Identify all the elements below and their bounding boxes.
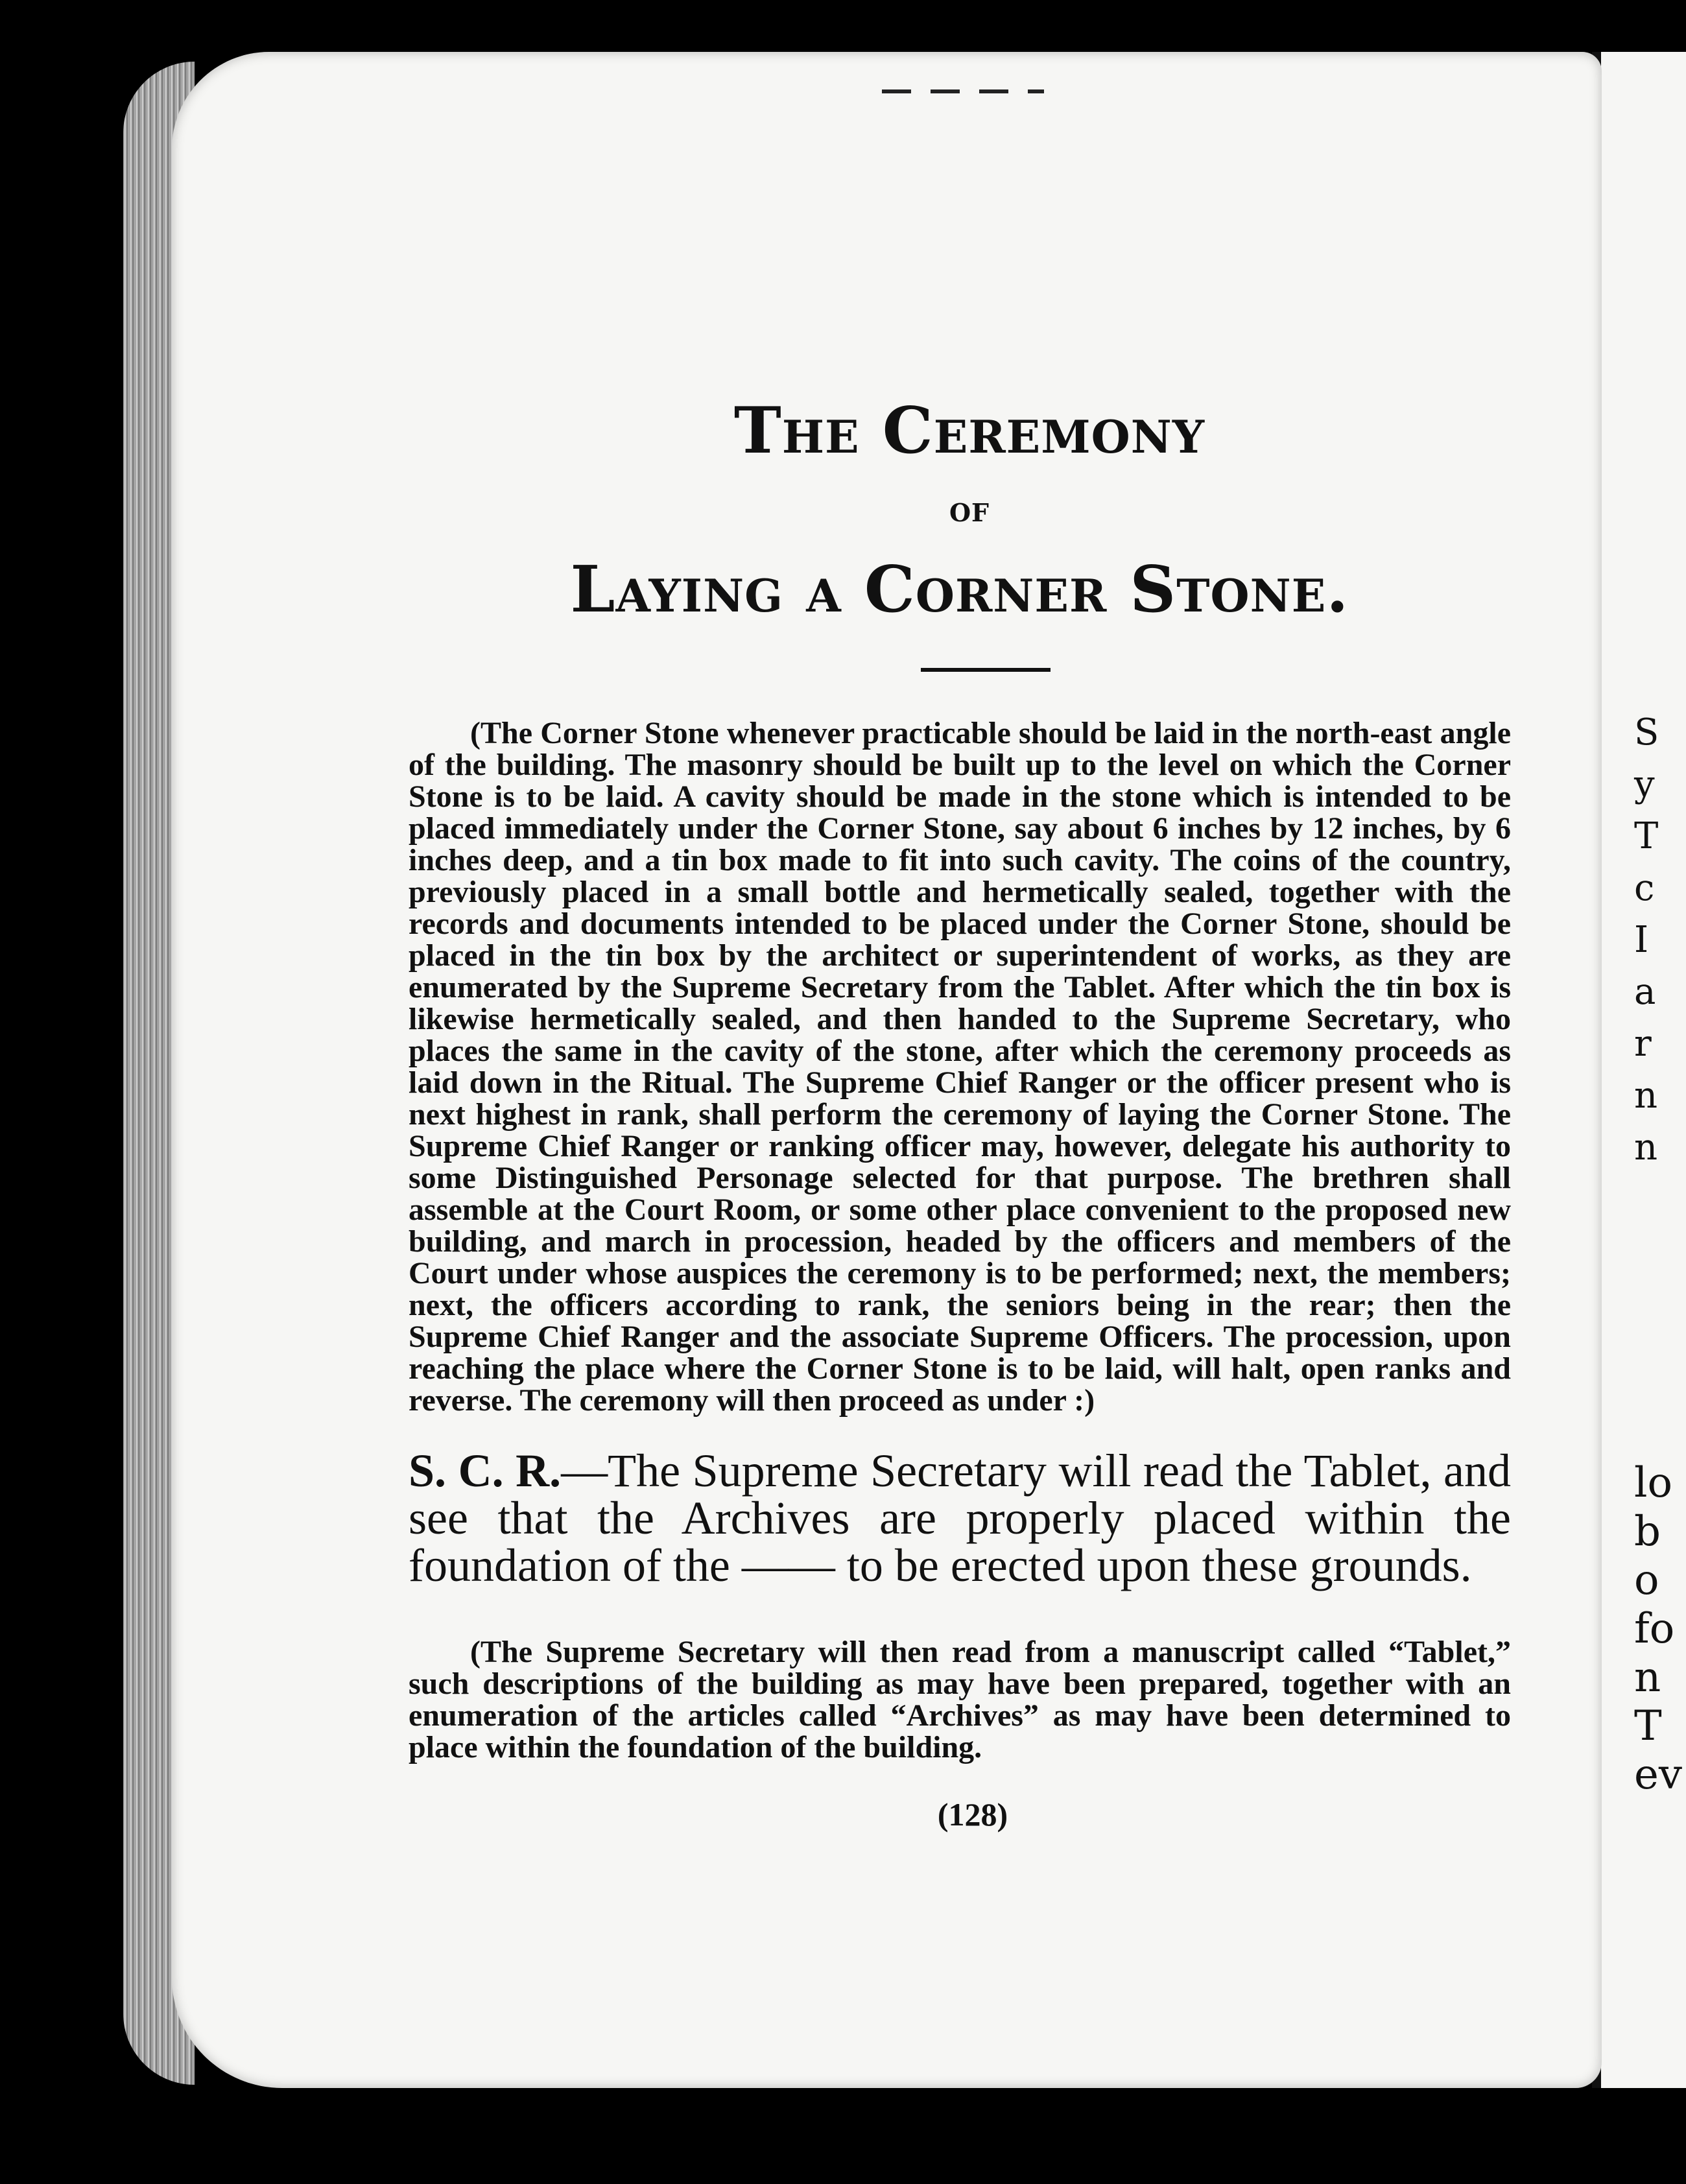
speech-paragraph — [409, 1447, 1511, 1589]
title-line-2: Laying a Corner Stone. — [570, 552, 1349, 627]
printers-mark — [882, 89, 1044, 93]
facing-page-fragments-top — [1634, 707, 1686, 1174]
facing-fragment: I — [1634, 919, 1649, 961]
title-line-1: The Ceremony — [733, 394, 1205, 468]
facing-fragment: n — [1634, 1074, 1658, 1117]
facing-fragment: n — [1634, 1654, 1661, 1702]
facing-page-fragments-bottom — [1634, 1459, 1686, 1799]
facing-fragment: a — [1634, 971, 1656, 1013]
page-content — [409, 389, 1511, 1833]
facing-fragment: S — [1634, 711, 1659, 754]
facing-fragment: lo — [1634, 1459, 1672, 1507]
facing-fragment: fo — [1634, 1605, 1675, 1653]
facing-fragment: T — [1634, 815, 1659, 857]
page-number: (128) — [937, 1796, 1008, 1833]
facing-fragment: r — [1634, 1023, 1652, 1065]
facing-fragment: ev — [1634, 1751, 1683, 1799]
title-rule — [921, 668, 1051, 672]
title-of: of — [949, 488, 990, 530]
instructions-paragraph-2: (The Supreme Secretary will then read from a manuscript called “Tablet,” such descriptions of the building as may have been prepared, together with an enumeration of the articles called “Archives” as may have been determined to place within the foundation of the building. — [409, 1635, 1511, 1764]
instructions-paragraph: (The Corner Stone whenever practicable should be laid in the north-east angle of the building. The masonry should be built up to the level on which the Corner Stone is to be laid. A cavity should be made in the stone which is intended to be placed immediately under the Corner Stone, say about 6 inches by 12 inches, by 6 inches deep, and a tin box made to fit into such cavity. The coins of the country, previously placed in a small bottle and hermetically sealed, together with the records and documents intended to be placed under the Corner Stone, should be placed in the tin box by the architect or superintendent of works, as they are enumerated by the Supreme Secretary from the Tablet. After which the tin box is likewise hermetically sealed, and then handed to the Supreme Secretary, who places the same in the cavity of the stone, after which the ceremony proceeds as laid down in the Ritual. The Supreme Chief Ranger or the officer present who is next highest in rank, shall perform the ceremony of laying the Corner Stone. The Supreme Chief Ranger or ranking officer may, however, delegate his authority to some Distinguished Personage selected for that purpose. The brethren shall assemble at the Court Room, or some other place convenient to the proposed new building, and march in procession, headed by the officers and members of the Court under whose auspices the ceremony is to be performed; next, the members; next, the officers according to rank, the seniors being in the rear; then the Supreme Chief Ranger and the associate Supreme Officers. The procession, upon reaching the place where the Corner Stone is to be laid, will halt, open ranks and reverse. The ceremony will then proceed as under :) — [409, 716, 1511, 1418]
speaker-label: S. C. R. — [409, 1445, 562, 1497]
facing-fragment: T — [1634, 1702, 1662, 1750]
facing-fragment: o — [1634, 1556, 1659, 1604]
facing-fragment: b — [1634, 1508, 1661, 1556]
facing-fragment: c — [1634, 867, 1655, 909]
speech-text: —The Supreme Secretary will read the Tablet, and see that the Archives are properly placed within the foundation of the —— to be erected upon these grounds. — [409, 1445, 1511, 1591]
facing-fragment: n — [1634, 1126, 1658, 1169]
facing-fragment: y — [1634, 763, 1655, 805]
